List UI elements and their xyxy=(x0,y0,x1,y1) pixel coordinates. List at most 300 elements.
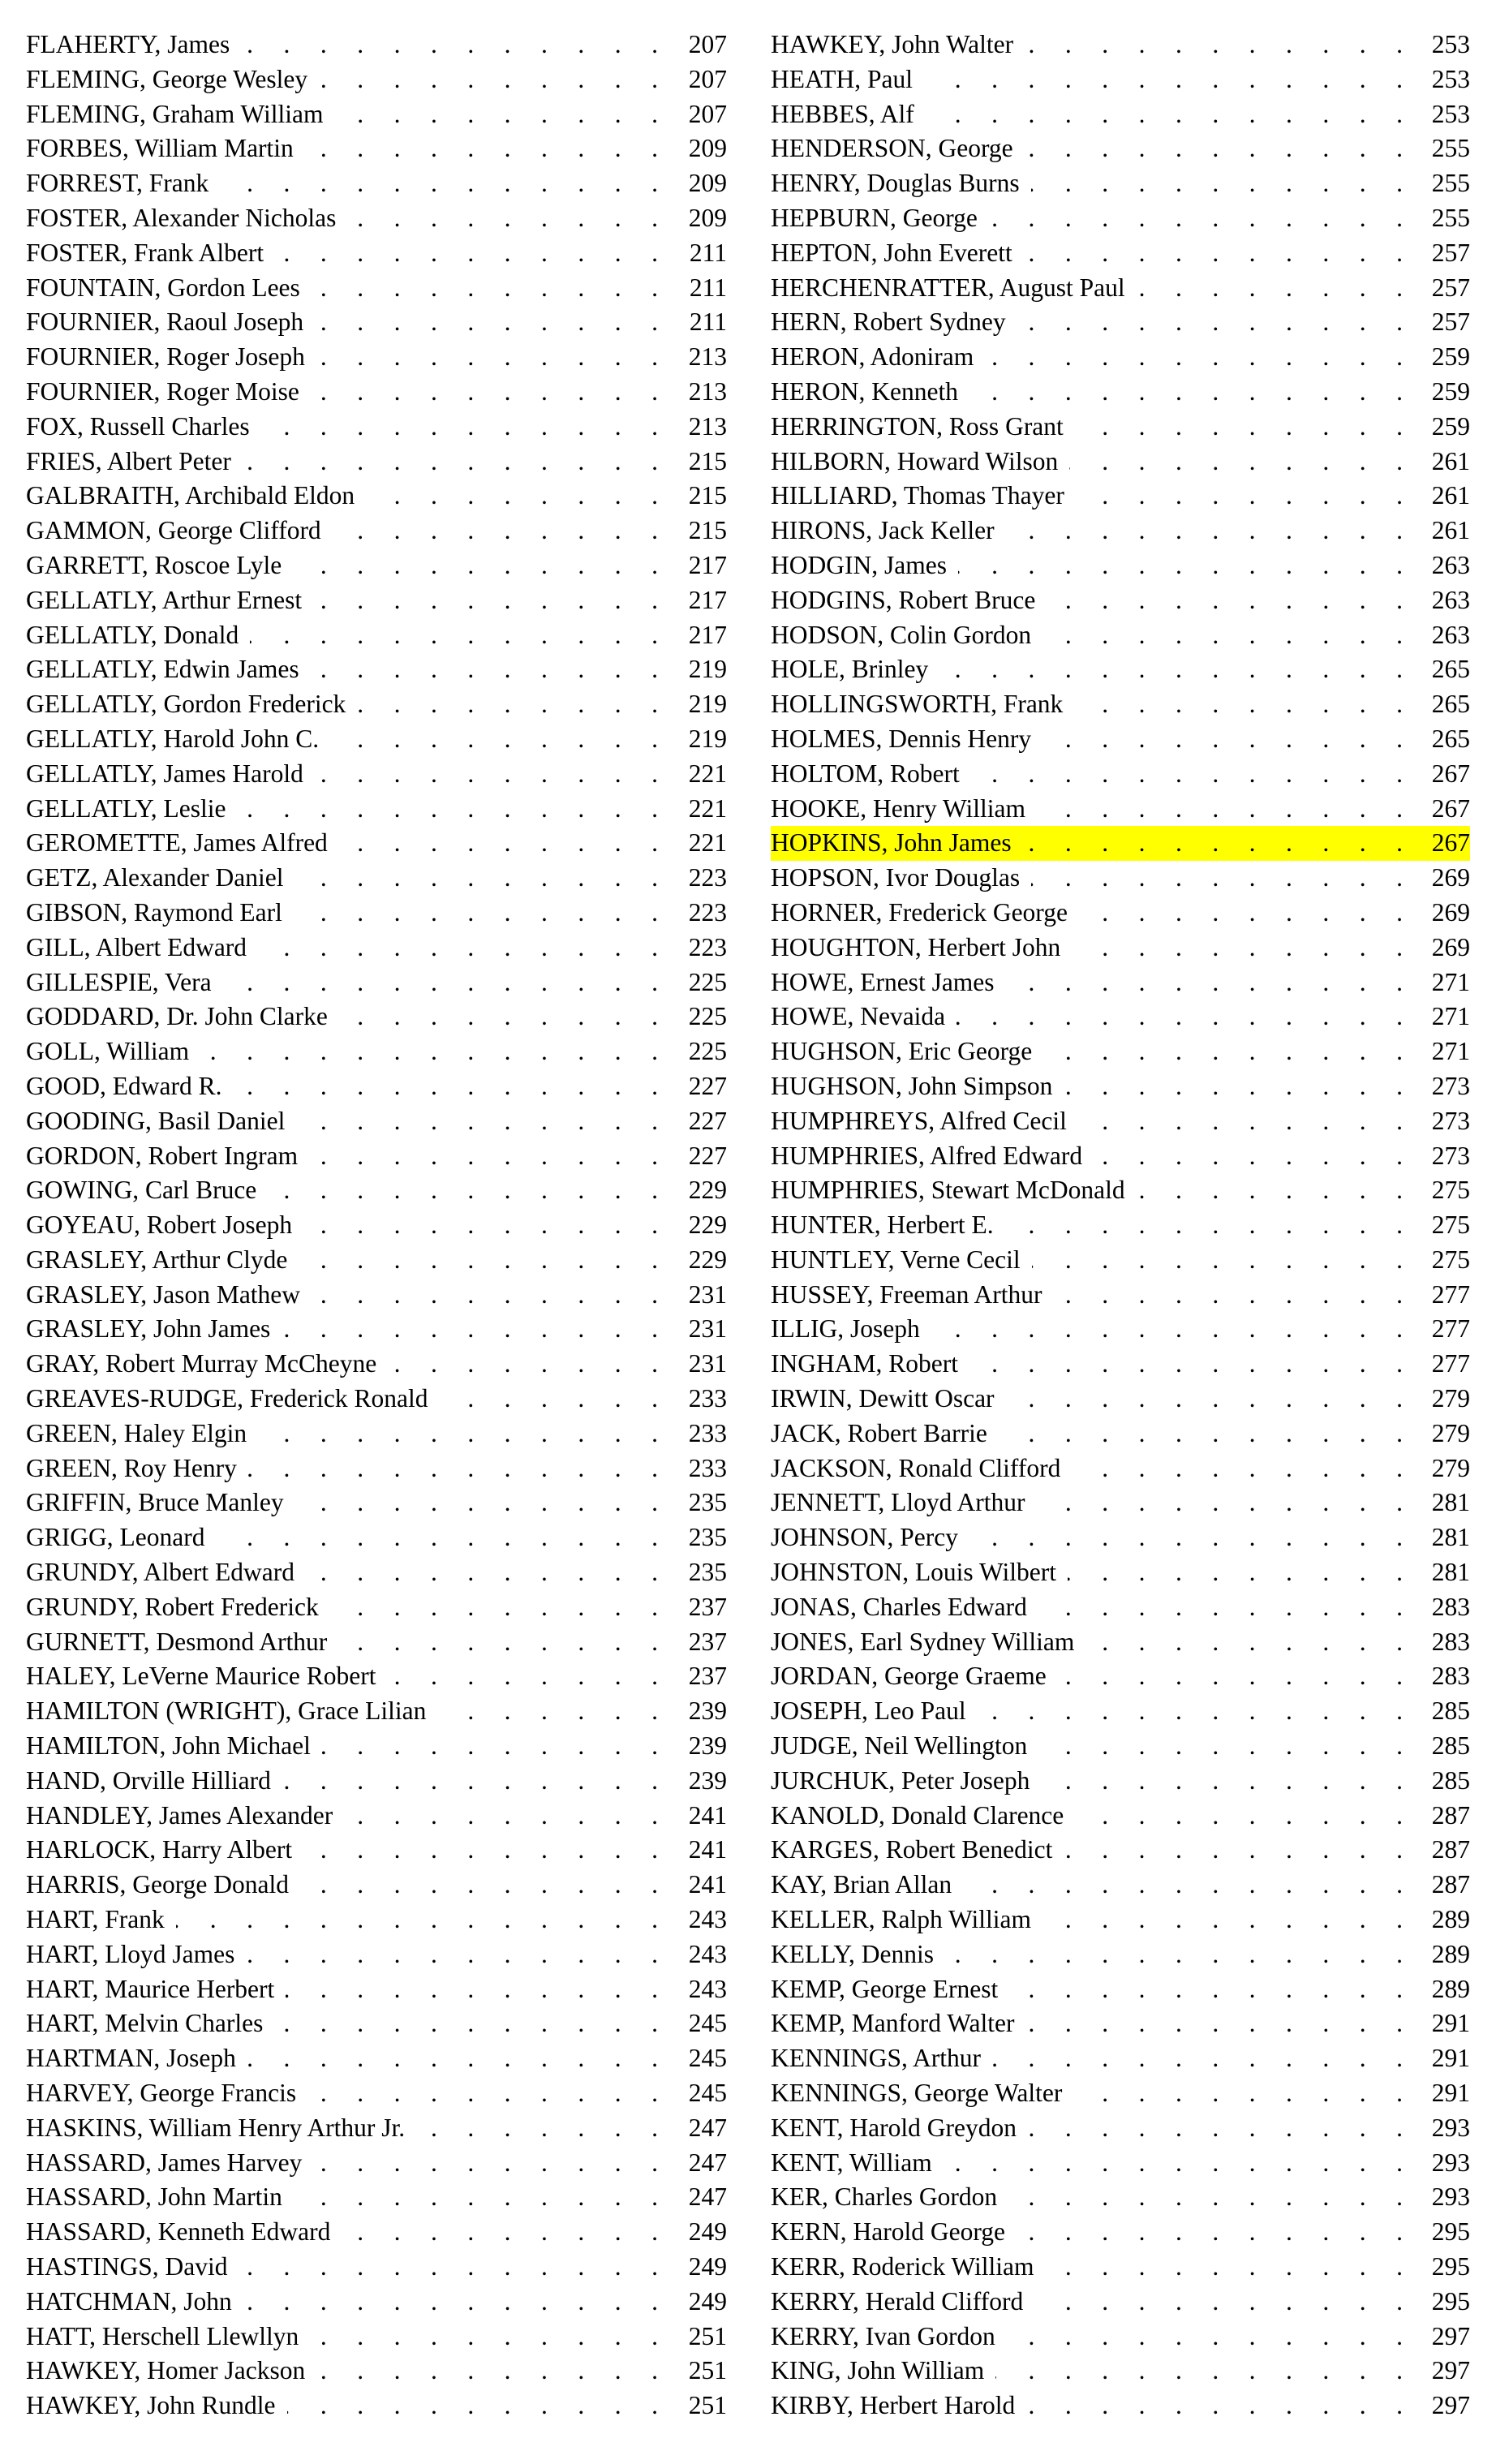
index-entry xyxy=(26,1937,727,1972)
entry-page-number: 235 xyxy=(670,1520,727,1555)
entry-name: HASSARD, John Martin xyxy=(26,2180,294,2215)
entry-name: KER, Charles Gordon xyxy=(771,2180,1008,2215)
entry-page-number: 235 xyxy=(670,1486,727,1520)
index-entry xyxy=(26,271,727,306)
entry-page-number: 287 xyxy=(1413,1833,1470,1868)
entry-name: KANOLD, Donald Clarence xyxy=(771,1799,1075,1834)
entry-name: JACKSON, Ronald Clifford xyxy=(771,1451,1072,1486)
index-entry xyxy=(26,201,727,236)
entry-page-number: 261 xyxy=(1413,479,1470,514)
index-entry xyxy=(26,2250,727,2285)
entry-name: HOWE, Nevaida xyxy=(771,1000,956,1034)
entry-page-number: 217 xyxy=(670,583,727,618)
entry-name: KERN, Harold George xyxy=(771,2215,1017,2250)
entry-page-number: 209 xyxy=(670,201,727,236)
entry-name: HARRIS, George Donald xyxy=(26,1868,300,1903)
entry-page-number: 275 xyxy=(1413,1173,1470,1208)
entry-name: FOUNTAIN, Gordon Lees xyxy=(26,271,312,306)
index-entry xyxy=(771,2354,1470,2389)
index-entry xyxy=(771,1034,1470,1069)
entry-page-number: 271 xyxy=(1413,1034,1470,1069)
entry-name: HART, Maurice Herbert xyxy=(26,1972,286,2007)
index-entry xyxy=(771,305,1470,340)
entry-name: HAMILTON (WRIGHT), Grace Lilian xyxy=(26,1694,437,1729)
entry-page-number: 239 xyxy=(670,1764,727,1799)
index-entry xyxy=(26,1555,727,1590)
index-entry xyxy=(771,445,1470,479)
index-entry xyxy=(771,97,1470,132)
index-entry xyxy=(26,1104,727,1139)
entry-page-number: 291 xyxy=(1413,2041,1470,2076)
entry-page-number: 295 xyxy=(1413,2215,1470,2250)
index-entry xyxy=(771,1139,1470,1174)
entry-page-number: 207 xyxy=(670,97,727,132)
entry-page-number: 233 xyxy=(670,1451,727,1486)
entry-page-number: 251 xyxy=(670,2389,727,2423)
entry-name: GILL, Albert Edward xyxy=(26,931,258,965)
index-entry xyxy=(771,2146,1470,2181)
index-entry xyxy=(26,131,727,166)
entry-name: HENDERSON, George xyxy=(771,131,1025,166)
index-entry xyxy=(26,1382,727,1417)
index-entry xyxy=(26,2215,727,2250)
entry-name: HOLE, Brinley xyxy=(771,652,939,687)
entry-name: JONAS, Charles Edward xyxy=(771,1590,1038,1625)
index-entry xyxy=(26,1451,727,1486)
entry-page-number: 289 xyxy=(1413,1972,1470,2007)
entry-page-number: 249 xyxy=(670,2250,727,2285)
entry-page-number: 269 xyxy=(1413,861,1470,896)
entry-page-number: 283 xyxy=(1413,1590,1470,1625)
entry-page-number: 233 xyxy=(670,1417,727,1451)
entry-page-number: 239 xyxy=(670,1729,727,1764)
index-entry xyxy=(771,896,1470,931)
index-entry xyxy=(26,445,727,479)
entry-name: HART, Melvin Charles xyxy=(26,2006,274,2041)
index-entry xyxy=(771,687,1470,722)
index-entry xyxy=(26,1729,727,1764)
entry-page-number: 227 xyxy=(670,1069,727,1104)
entry-page-number: 255 xyxy=(1413,201,1470,236)
index-entry xyxy=(771,2041,1470,2076)
index-entry xyxy=(26,1417,727,1451)
index-entry xyxy=(26,340,727,375)
entry-name: JOSEPH, Leo Paul xyxy=(771,1694,978,1729)
entry-page-number: 263 xyxy=(1413,548,1470,583)
entry-name: JORDAN, George Graeme xyxy=(771,1659,1058,1694)
entry-page-number: 237 xyxy=(670,1659,727,1694)
entry-name: HART, Lloyd James xyxy=(26,1937,246,1972)
index-entry xyxy=(26,965,727,1000)
entry-name: HOPKINS, John James xyxy=(771,826,1023,861)
entry-name: HASKINS, William Henry Arthur Jr. xyxy=(26,2111,416,2146)
entry-name: HUGHSON, Eric George xyxy=(771,1034,1043,1069)
index-entry xyxy=(771,271,1470,306)
entry-name: HODGINS, Robert Bruce xyxy=(771,583,1047,618)
index-entry xyxy=(771,2389,1470,2423)
index-entry xyxy=(771,2006,1470,2041)
entry-page-number: 207 xyxy=(670,28,727,62)
index-entry xyxy=(26,2320,727,2354)
index-entry xyxy=(771,1000,1470,1034)
index-entry xyxy=(771,965,1470,1000)
entry-name: KENNINGS, George Walter xyxy=(771,2076,1073,2111)
entry-name: HANDLEY, James Alexander xyxy=(26,1799,344,1834)
entry-page-number: 215 xyxy=(670,479,727,514)
entry-name: HUNTER, Herbert E. xyxy=(771,1208,1005,1243)
entry-name: FOURNIER, Roger Joseph xyxy=(26,340,316,375)
index-entry xyxy=(26,2146,727,2181)
entry-name: HORNER, Frederick George xyxy=(771,896,1079,931)
index-entry xyxy=(771,410,1470,445)
index-entry xyxy=(771,1243,1470,1278)
entry-page-number: 217 xyxy=(670,618,727,653)
entry-name: HOLTOM, Robert xyxy=(771,757,971,792)
index-entry xyxy=(771,1937,1470,1972)
entry-name: HASSARD, James Harvey xyxy=(26,2146,313,2181)
index-entry xyxy=(771,1451,1470,1486)
entry-name: GOLL, William xyxy=(26,1034,200,1069)
index-entry xyxy=(26,792,727,827)
index-entry xyxy=(771,1520,1470,1555)
entry-name: GAMMON, George Clifford xyxy=(26,514,333,548)
index-entry xyxy=(771,1104,1470,1139)
entry-name: JOHNSTON, Louis Wilbert xyxy=(771,1555,1068,1590)
index-entry xyxy=(26,1486,727,1520)
entry-page-number: 225 xyxy=(670,965,727,1000)
index-entry xyxy=(771,1069,1470,1104)
index-entry xyxy=(771,1417,1470,1451)
entry-page-number: 211 xyxy=(670,305,727,340)
entry-name: HENRY, Douglas Burns xyxy=(771,166,1031,201)
entry-name: HERCHENRATTER, August Paul xyxy=(771,271,1137,306)
index-entry xyxy=(771,201,1470,236)
entry-name: FORREST, Frank xyxy=(26,166,220,201)
entry-name: GELLATLY, James Harold xyxy=(26,757,315,792)
entry-page-number: 213 xyxy=(670,340,727,375)
entry-page-number: 211 xyxy=(670,271,727,306)
entry-page-number: 295 xyxy=(1413,2250,1470,2285)
entry-page-number: 215 xyxy=(670,445,727,479)
entry-page-number: 285 xyxy=(1413,1764,1470,1799)
entry-page-number: 231 xyxy=(670,1312,727,1347)
entry-page-number: 245 xyxy=(670,2006,727,2041)
entry-page-number: 281 xyxy=(1413,1520,1470,1555)
entry-name: HOLLINGSWORTH, Frank xyxy=(771,687,1074,722)
entry-name: HARVEY, George Francis xyxy=(26,2076,307,2111)
entry-name: KEMP, Manford Walter xyxy=(771,2006,1025,2041)
entry-page-number: 279 xyxy=(1413,1382,1470,1417)
entry-page-number: 273 xyxy=(1413,1139,1470,1174)
index-entry xyxy=(26,1625,727,1660)
entry-name: HODGIN, James xyxy=(771,548,958,583)
entry-page-number: 249 xyxy=(670,2285,727,2320)
entry-name: FOURNIER, Roger Moise xyxy=(26,375,311,410)
index-entry xyxy=(26,479,727,514)
entry-page-number: 271 xyxy=(1413,965,1470,1000)
entry-name: HALEY, LeVerne Maurice Robert xyxy=(26,1659,388,1694)
entry-name: JURCHUK, Peter Joseph xyxy=(771,1764,1041,1799)
entry-page-number: 297 xyxy=(1413,2389,1470,2423)
entry-name: JACK, Robert Barrie xyxy=(771,1417,999,1451)
entry-page-number: 297 xyxy=(1413,2320,1470,2354)
entry-name: FOX, Russell Charles xyxy=(26,410,261,445)
entry-name: GALBRAITH, Archibald Eldon xyxy=(26,479,366,514)
index-entry xyxy=(26,1659,727,1694)
entry-name: GRUNDY, Albert Edward xyxy=(26,1555,306,1590)
entry-name: KERRY, Herald Clifford xyxy=(771,2285,1034,2320)
entry-page-number: 251 xyxy=(670,2354,727,2389)
entry-page-number: 239 xyxy=(670,1694,727,1729)
entry-name: FRIES, Albert Peter xyxy=(26,445,243,479)
entry-name: GRIGG, Leonard xyxy=(26,1520,216,1555)
index-entry xyxy=(26,2041,727,2076)
index-entry xyxy=(26,1208,727,1243)
entry-page-number: 257 xyxy=(1413,236,1470,271)
entry-page-number: 217 xyxy=(670,548,727,583)
entry-name: INGHAM, Robert xyxy=(771,1347,969,1382)
index-entry xyxy=(26,2006,727,2041)
index-entry xyxy=(771,1312,1470,1347)
index-entry xyxy=(771,479,1470,514)
entry-page-number: 243 xyxy=(670,1972,727,2007)
entry-page-number: 251 xyxy=(670,2320,727,2354)
index-entry xyxy=(26,1069,727,1104)
entry-page-number: 245 xyxy=(670,2076,727,2111)
entry-name: HEPBURN, George xyxy=(771,201,989,236)
entry-page-number: 227 xyxy=(670,1104,727,1139)
entry-name: GETZ, Alexander Daniel xyxy=(26,861,295,896)
index-entry xyxy=(26,583,727,618)
entry-name: GEROMETTE, James Alfred xyxy=(26,826,339,861)
index-entry xyxy=(26,305,727,340)
entry-page-number: 257 xyxy=(1413,271,1470,306)
index-entry xyxy=(26,410,727,445)
entry-page-number: 275 xyxy=(1413,1208,1470,1243)
index-entry xyxy=(26,2111,727,2146)
entry-name: GREEN, Roy Henry xyxy=(26,1451,248,1486)
index-entry xyxy=(26,1903,727,1937)
entry-page-number: 297 xyxy=(1413,2354,1470,2389)
index-entry xyxy=(26,1520,727,1555)
entry-page-number: 259 xyxy=(1413,340,1470,375)
entry-page-number: 287 xyxy=(1413,1868,1470,1903)
index-entry xyxy=(26,687,727,722)
entry-page-number: 283 xyxy=(1413,1659,1470,1694)
entry-name: HUSSEY, Freeman Arthur xyxy=(771,1278,1054,1313)
index-entry xyxy=(26,28,727,62)
entry-page-number: 265 xyxy=(1413,722,1470,757)
entry-name: FOSTER, Alexander Nicholas xyxy=(26,201,347,236)
index-entry xyxy=(771,1486,1470,1520)
index-entry xyxy=(771,2180,1470,2215)
entry-name: HASTINGS, David xyxy=(26,2250,239,2285)
entry-page-number: 207 xyxy=(670,62,727,97)
entry-name: HUMPHRIES, Stewart McDonald xyxy=(771,1173,1137,1208)
index-entry xyxy=(771,583,1470,618)
entry-page-number: 269 xyxy=(1413,896,1470,931)
entry-page-number: 259 xyxy=(1413,410,1470,445)
index-entry xyxy=(26,1347,727,1382)
entry-name: GELLATLY, Arthur Ernest xyxy=(26,583,313,618)
entry-name: KELLER, Ralph William xyxy=(771,1903,1042,1937)
entry-page-number: 271 xyxy=(1413,1000,1470,1034)
entry-name: HILBORN, Howard Wilson xyxy=(771,445,1069,479)
entry-page-number: 233 xyxy=(670,1382,727,1417)
entry-page-number: 249 xyxy=(670,2215,727,2250)
entry-page-number: 241 xyxy=(670,1799,727,1834)
entry-name: HILLIARD, Thomas Thayer xyxy=(771,479,1076,514)
entry-page-number: 261 xyxy=(1413,514,1470,548)
entry-page-number: 279 xyxy=(1413,1417,1470,1451)
entry-name: HART, Frank xyxy=(26,1903,176,1937)
index-entry xyxy=(771,1694,1470,1729)
entry-page-number: 273 xyxy=(1413,1104,1470,1139)
entry-name: GRIFFIN, Bruce Manley xyxy=(26,1486,295,1520)
entry-page-number: 263 xyxy=(1413,583,1470,618)
entry-name: GRAY, Robert Murray McCheyne xyxy=(26,1347,388,1382)
index-entry xyxy=(26,1139,727,1174)
entry-page-number: 223 xyxy=(670,896,727,931)
index-entry-highlighted xyxy=(771,826,1470,861)
entry-page-number: 273 xyxy=(1413,1069,1470,1104)
entry-page-number: 279 xyxy=(1413,1451,1470,1486)
index-entry xyxy=(771,2250,1470,2285)
index-entry xyxy=(771,1208,1470,1243)
index-entry xyxy=(771,1833,1470,1868)
entry-page-number: 289 xyxy=(1413,1937,1470,1972)
entry-name: HATT, Herschell Llewllyn xyxy=(26,2320,310,2354)
entry-name: GELLATLY, Donald xyxy=(26,618,250,653)
index-entry xyxy=(26,1868,727,1903)
index-entry xyxy=(26,166,727,201)
entry-name: HAND, Orville Hilliard xyxy=(26,1764,282,1799)
entry-page-number: 241 xyxy=(670,1833,727,1868)
entry-page-number: 293 xyxy=(1413,2146,1470,2181)
index-entry xyxy=(771,2320,1470,2354)
entry-name: GRUNDY, Robert Frederick xyxy=(26,1590,330,1625)
entry-page-number: 213 xyxy=(670,410,727,445)
entry-page-number: 275 xyxy=(1413,1243,1470,1278)
entry-page-number: 277 xyxy=(1413,1278,1470,1313)
entry-page-number: 229 xyxy=(670,1208,727,1243)
entry-name: HUNTLEY, Verne Cecil xyxy=(771,1243,1032,1278)
entry-name: GELLATLY, Gordon Frederick xyxy=(26,687,357,722)
index-entry xyxy=(26,1764,727,1799)
entry-page-number: 285 xyxy=(1413,1729,1470,1764)
entry-name: KENNINGS, Arthur xyxy=(771,2041,992,2076)
entry-page-number: 291 xyxy=(1413,2006,1470,2041)
index-entry xyxy=(771,1659,1470,1694)
index-entry xyxy=(26,97,727,132)
entry-name: FOURNIER, Raoul Joseph xyxy=(26,305,315,340)
index-entry xyxy=(771,1729,1470,1764)
index-entry xyxy=(771,757,1470,792)
index-entry xyxy=(771,1972,1470,2007)
entry-page-number: 219 xyxy=(670,722,727,757)
entry-page-number: 265 xyxy=(1413,687,1470,722)
index-entry xyxy=(26,2180,727,2215)
entry-name: KEMP, George Ernest xyxy=(771,1972,1009,2007)
entry-name: GOYEAU, Robert Joseph xyxy=(26,1208,303,1243)
entry-page-number: 261 xyxy=(1413,445,1470,479)
entry-name: HAWKEY, John Rundle xyxy=(26,2389,287,2423)
entry-page-number: 243 xyxy=(670,1937,727,1972)
entry-name: HEPTON, John Everett xyxy=(771,236,1024,271)
index-entry xyxy=(771,1764,1470,1799)
index-entry xyxy=(771,1799,1470,1834)
entry-page-number: 245 xyxy=(670,2041,727,2076)
entry-page-number: 237 xyxy=(670,1590,727,1625)
entry-page-number: 221 xyxy=(670,826,727,861)
index-entry xyxy=(771,1625,1470,1660)
index-entry xyxy=(26,1799,727,1834)
entry-name: GORDON, Robert Ingram xyxy=(26,1139,309,1174)
index-entry xyxy=(771,1868,1470,1903)
index-entry xyxy=(771,2215,1470,2250)
entry-page-number: 247 xyxy=(670,2111,727,2146)
entry-page-number: 209 xyxy=(670,166,727,201)
index-entry xyxy=(26,2354,727,2389)
entry-name: GRASLEY, Jason Mathew xyxy=(26,1278,312,1313)
entry-name: GODDARD, Dr. John Clarke xyxy=(26,1000,339,1034)
entry-name: KENT, Harold Greydon xyxy=(771,2111,1028,2146)
entry-name: HAWKEY, John Walter xyxy=(771,28,1025,62)
entry-page-number: 229 xyxy=(670,1243,727,1278)
entry-page-number: 253 xyxy=(1413,97,1470,132)
entry-page-number: 283 xyxy=(1413,1625,1470,1660)
index-entry xyxy=(771,861,1470,896)
index-entry xyxy=(771,1278,1470,1313)
entry-page-number: 237 xyxy=(670,1625,727,1660)
entry-name: HARTMAN, Joseph xyxy=(26,2041,247,2076)
entry-name: HAWKEY, Homer Jackson xyxy=(26,2354,316,2389)
entry-page-number: 281 xyxy=(1413,1555,1470,1590)
index-entry xyxy=(26,826,727,861)
entry-name: HERRINGTON, Ross Grant xyxy=(771,410,1075,445)
index-column-left xyxy=(26,28,727,2423)
entry-page-number: 211 xyxy=(670,236,727,271)
entry-name: HUMPHRIES, Alfred Edward xyxy=(771,1139,1094,1174)
entry-page-number: 255 xyxy=(1413,131,1470,166)
index-entry xyxy=(26,861,727,896)
entry-page-number: 287 xyxy=(1413,1799,1470,1834)
entry-page-number: 215 xyxy=(670,514,727,548)
index-entry xyxy=(26,1278,727,1313)
entry-page-number: 257 xyxy=(1413,305,1470,340)
entry-name: HOOKE, Henry William xyxy=(771,792,1037,827)
entry-page-number: 219 xyxy=(670,687,727,722)
entry-name: JONES, Earl Sydney William xyxy=(771,1625,1085,1660)
index-entry xyxy=(771,618,1470,653)
entry-page-number: 277 xyxy=(1413,1312,1470,1347)
entry-page-number: 267 xyxy=(1413,826,1470,861)
entry-page-number: 223 xyxy=(670,861,727,896)
entry-name: KERR, Roderick William xyxy=(771,2250,1046,2285)
index-entry xyxy=(26,375,727,410)
index-entry xyxy=(26,1833,727,1868)
index-entry xyxy=(26,1312,727,1347)
entry-name: KELLY, Dennis xyxy=(771,1937,945,1972)
entry-page-number: 209 xyxy=(670,131,727,166)
index-entry xyxy=(771,1382,1470,1417)
entry-name: GIBSON, Raymond Earl xyxy=(26,896,294,931)
entry-page-number: 219 xyxy=(670,652,727,687)
index-entry xyxy=(771,1903,1470,1937)
index-entry xyxy=(771,792,1470,827)
entry-name: GURNETT, Desmond Arthur xyxy=(26,1625,338,1660)
entry-page-number: 281 xyxy=(1413,1486,1470,1520)
